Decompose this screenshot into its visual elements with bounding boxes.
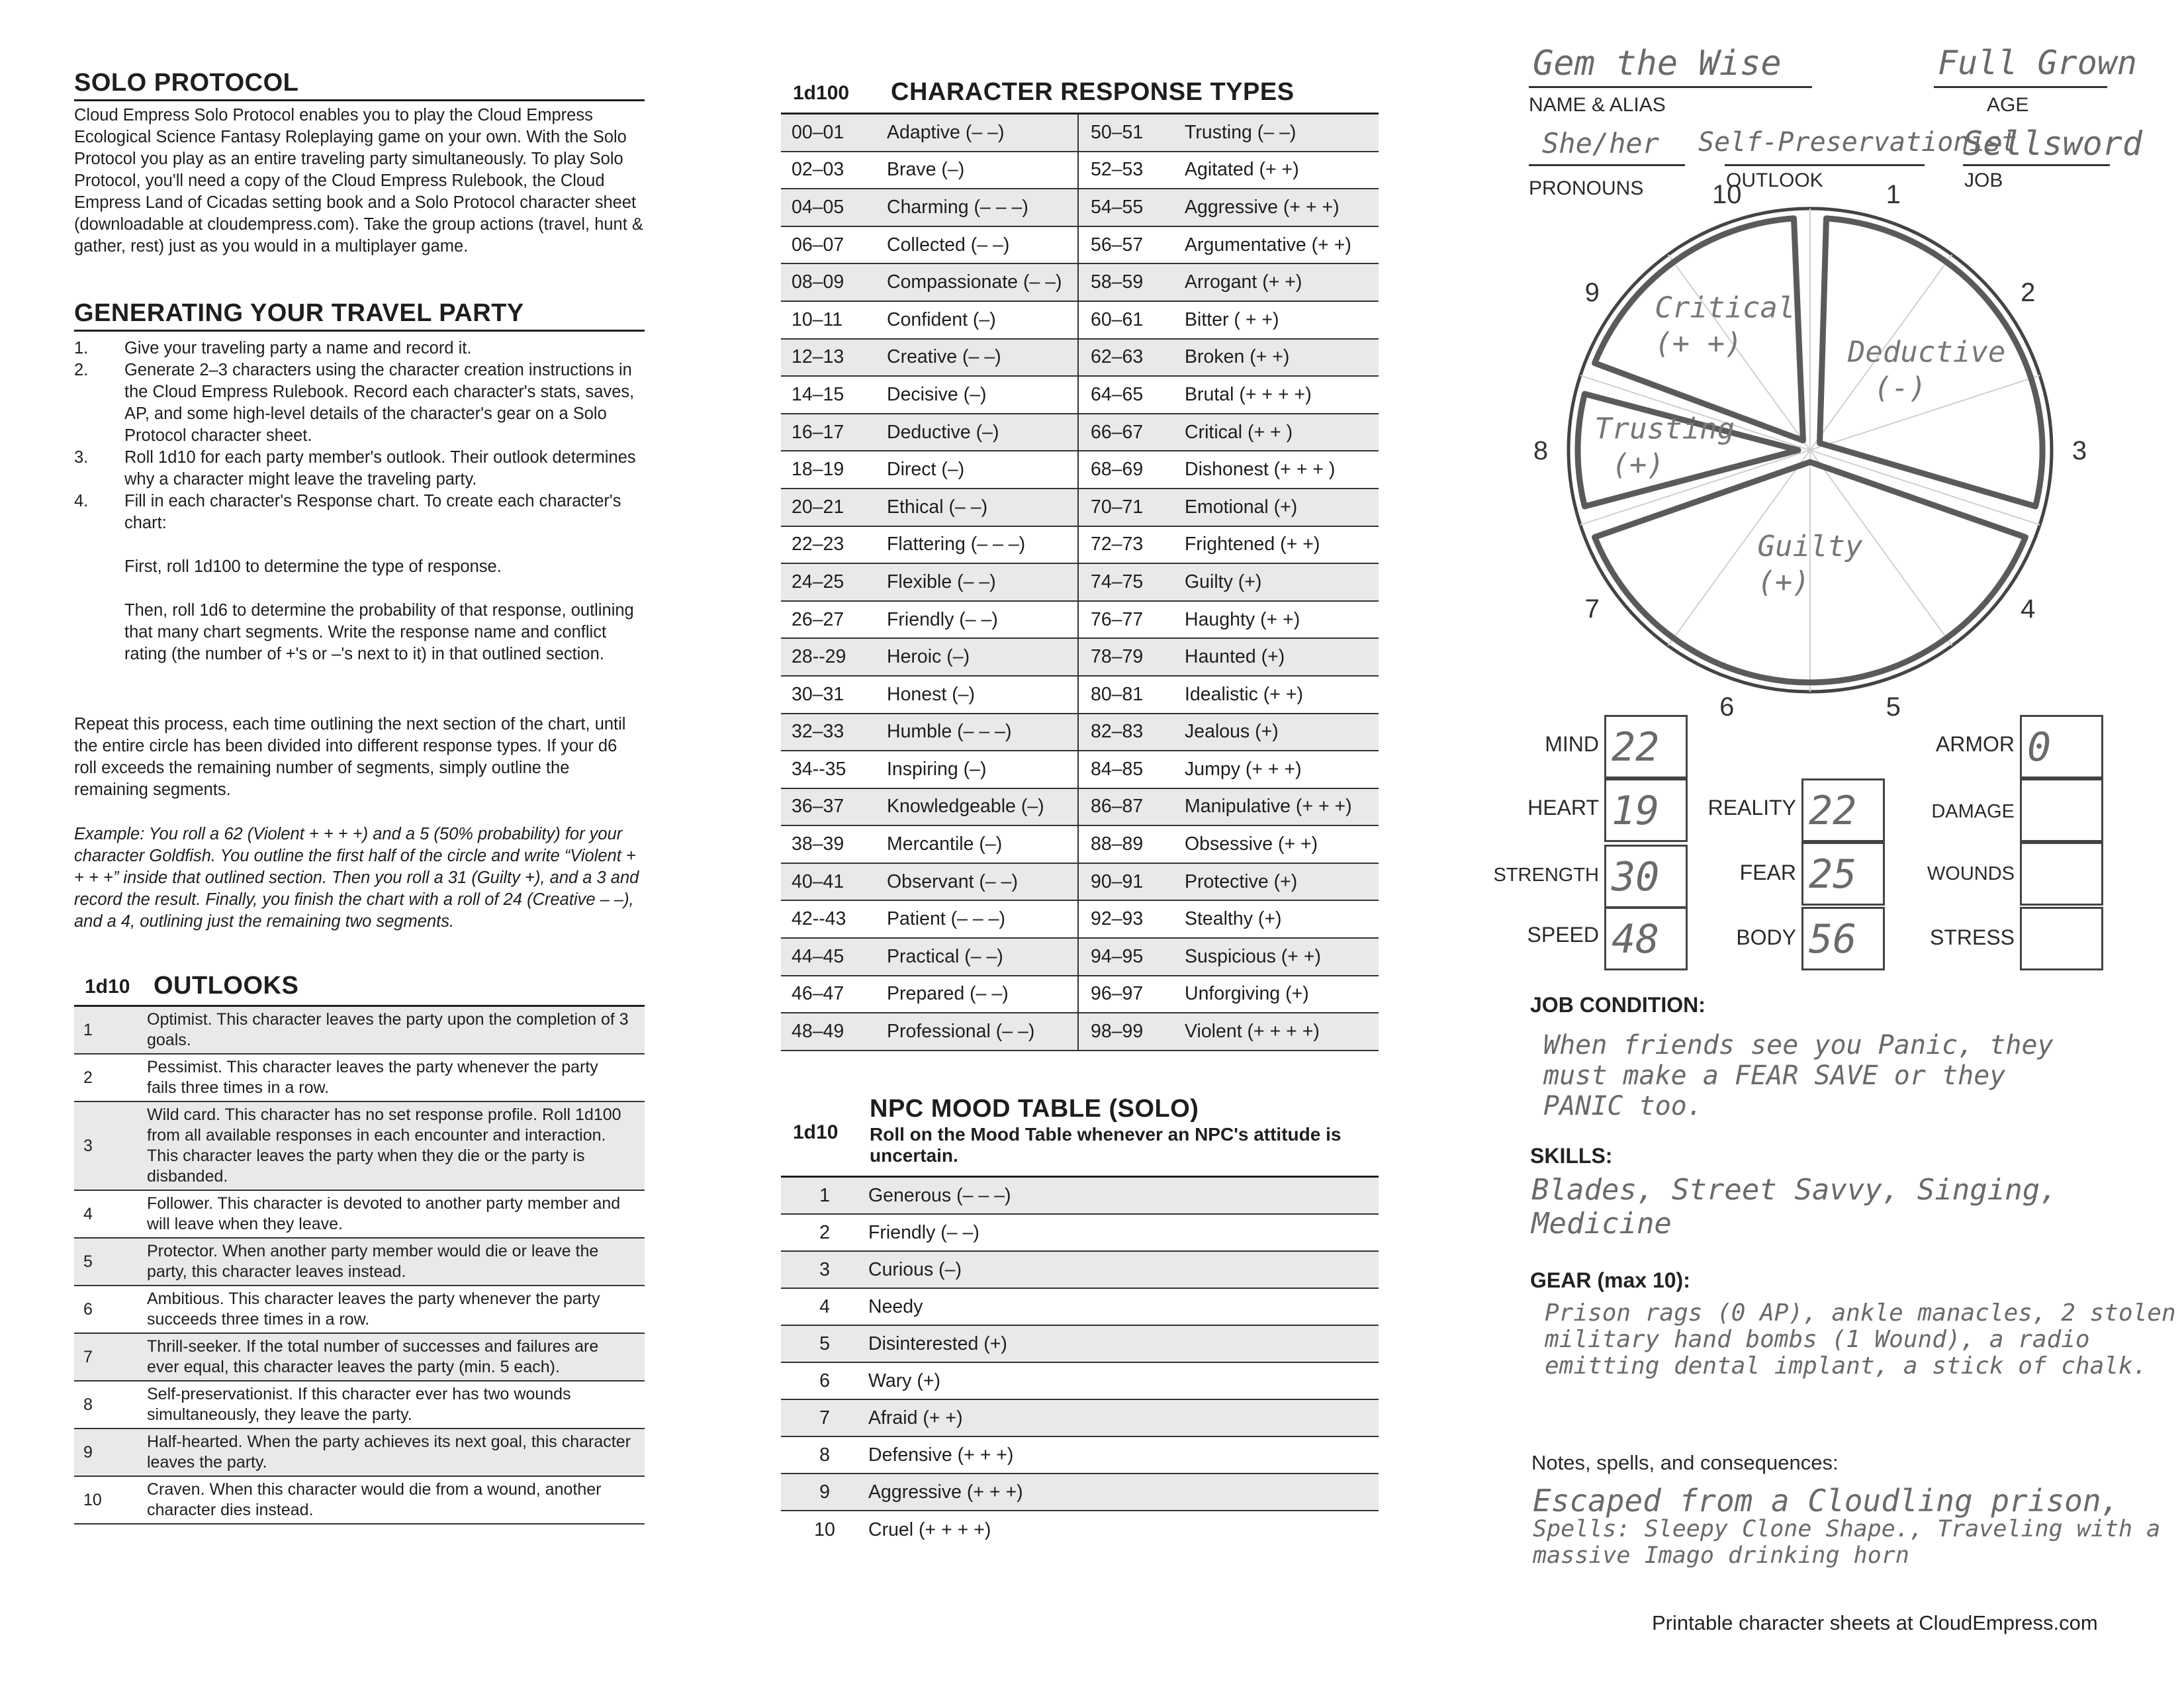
outlook-number: 5: [83, 1252, 93, 1271]
speed-label: SPEED: [1527, 923, 1599, 947]
outlooks-title: OUTLOOKS: [154, 972, 299, 1000]
skills-label: SKILLS:: [1530, 1144, 1613, 1168]
character-name: Gem the Wise: [1533, 44, 1782, 83]
gear-line: military hand bombs (1 Wound), a radio: [1545, 1326, 2090, 1353]
speed-value: 48: [1604, 907, 1688, 970]
age-label: AGE: [1987, 94, 2029, 116]
response-type: Haunted (+): [1185, 646, 1285, 668]
mood-row: [781, 1289, 1379, 1326]
response-roll: 02–03: [792, 159, 844, 181]
response-type: Unforgiving (+): [1185, 983, 1309, 1005]
response-roll: 28--29: [792, 646, 846, 668]
response-row: [781, 639, 1379, 677]
response-roll: 84–85: [1091, 758, 1144, 780]
step-sub: [74, 556, 637, 578]
response-roll: 04–05: [792, 196, 844, 218]
segment-number: 2: [2021, 277, 2036, 307]
footer-link-text: Printable character sheets at CloudEmpress.com: [1652, 1611, 2098, 1634]
response-roll: 74–75: [1091, 571, 1144, 592]
response-row: [781, 602, 1379, 639]
outlook-number: 1: [83, 1020, 93, 1039]
stress-label: STRESS: [1929, 925, 2015, 949]
segment-number: 7: [1584, 594, 1600, 624]
job-condition-line: must make a FEAR SAVE or they: [1543, 1060, 2006, 1091]
response-type: Brave (–): [887, 152, 1079, 189]
mood-text: Afraid (+ +): [868, 1407, 963, 1429]
notes-line: massive Imago drinking horn: [1533, 1542, 1909, 1569]
response-roll: 94–95: [1091, 945, 1144, 967]
response-type: Friendly (– –): [887, 602, 1079, 638]
mind-value: 22: [1604, 715, 1688, 778]
fear-label: FEAR: [1739, 861, 1796, 884]
step-number: 4.: [74, 492, 89, 510]
character-age: Full Grown: [1938, 44, 2138, 82]
gear-line: Prison rags (0 AP), ankle manacles, 2 stolen: [1545, 1299, 2176, 1327]
mood-row: [781, 1252, 1379, 1289]
response-type: Practical (– –): [887, 939, 1079, 975]
pronouns-label: PRONOUNS: [1529, 177, 1644, 199]
outlooks-die: 1d10: [85, 976, 130, 998]
response-roll: 88–89: [1091, 833, 1144, 855]
response-type: Aggressive (+ + +): [1185, 196, 1340, 218]
mood-number: 4: [819, 1295, 830, 1317]
response-roll: 06–07: [792, 234, 844, 256]
response-row: [781, 751, 1379, 789]
response-row: [781, 976, 1379, 1014]
notes-label: Notes, spells, and consequences:: [1531, 1451, 1839, 1474]
outlook-number: 4: [83, 1204, 93, 1223]
response-row: [781, 864, 1379, 902]
mood-number: 5: [819, 1333, 830, 1354]
response-row: [781, 302, 1379, 340]
mood-number: 1: [819, 1184, 830, 1206]
response-roll: 20–21: [792, 496, 844, 518]
response-row: [781, 414, 1379, 452]
response-row: [781, 901, 1379, 939]
mood-title: NPC MOOD TABLE (SOLO): [870, 1095, 1199, 1123]
mood-row: [781, 1326, 1379, 1363]
section-rating: (+): [1612, 447, 1664, 482]
outlook-label: OUTLOOK: [1726, 169, 1823, 191]
response-type: Creative (– –): [887, 340, 1079, 376]
armor-value: 0: [2020, 715, 2103, 778]
response-roll: 40–41: [792, 870, 844, 892]
response-roll: 98–99: [1091, 1021, 1144, 1043]
outlook-row: [74, 1382, 645, 1429]
response-type: Jumpy (+ + +): [1185, 758, 1302, 780]
outlook-text: Half-hearted. When the party achieves its next goal, this character leaves the party.: [147, 1432, 631, 1472]
response-row: [781, 789, 1379, 827]
response-type: Dishonest (+ + + ): [1185, 459, 1336, 481]
outlook-number: 6: [83, 1299, 93, 1319]
step-text: Generate 2–3 characters using the character creation instructions in the Cloud Empress Rulebook. Record each character's stats, saves, AP, and some high-level details of the character's gear on a Solo Protocol character sheet.: [124, 361, 635, 445]
response-roll: 80–81: [1091, 683, 1144, 705]
response-roll: 34--35: [792, 758, 846, 780]
response-row: [781, 1013, 1379, 1051]
mood-row: [781, 1363, 1379, 1400]
mood-number: 8: [819, 1444, 830, 1466]
response-roll: 58–59: [1091, 271, 1144, 293]
outlook-text: Protector. When another party member would die or leave the party, this character leaves instead.: [147, 1242, 599, 1281]
segment-number: 1: [1886, 179, 1901, 209]
response-type: Professional (– –): [887, 1013, 1079, 1050]
stress-box[interactable]: [2020, 907, 2103, 970]
response-roll: 68–69: [1091, 459, 1144, 481]
job-line: [1963, 164, 2110, 166]
step-item: [74, 338, 637, 359]
response-type: Flattering (– – –): [887, 527, 1079, 563]
segment-number: 9: [1584, 277, 1600, 307]
response-type: Suspicious (+ +): [1185, 945, 1321, 967]
response-roll: 48–49: [792, 1021, 844, 1043]
outlook-number: 10: [83, 1490, 102, 1509]
response-roll: 78–79: [1091, 646, 1144, 668]
response-row: [781, 152, 1379, 190]
response-roll: 76–77: [1091, 608, 1144, 630]
repeat-paragraph: Repeat this process, each time outlining the next section of the chart, until the entire circle has been divided into different response types. If your d6 roll exceeds the remaining number of segments, simply outline the remaining segments.: [74, 715, 626, 799]
mood-number: 7: [819, 1407, 830, 1429]
name-label: NAME & ALIAS: [1529, 94, 1666, 116]
section-rating: (+ +): [1655, 326, 1743, 361]
response-type: Critical (+ + ): [1185, 421, 1293, 443]
response-roll: 92–93: [1091, 908, 1144, 930]
response-type: Idealistic (+ +): [1185, 683, 1303, 705]
mood-number: 9: [819, 1481, 830, 1503]
response-type: Haughty (+ +): [1185, 608, 1300, 630]
response-type: Agitated (+ +): [1185, 159, 1299, 181]
response-row: [781, 939, 1379, 976]
outlook-row: [74, 1429, 645, 1477]
mood-row: [781, 1215, 1379, 1252]
response-row: [781, 527, 1379, 565]
response-row: [781, 340, 1379, 377]
response-type: Humble (– – –): [887, 714, 1079, 751]
segment-number: 5: [1886, 692, 1901, 722]
reality-value: 22: [1801, 778, 1885, 842]
response-type: Honest (–): [887, 677, 1079, 713]
response-roll: 90–91: [1091, 870, 1144, 892]
outlook-text: Self-preservationist. If this character ever has two wounds simultaneously, they leave the party.: [147, 1385, 571, 1424]
outlook-row: [74, 1102, 645, 1191]
response-type: Protective (+): [1185, 870, 1298, 892]
mood-subtitle: Roll on the Mood Table whenever an NPC's attitude is uncertain.: [870, 1124, 1342, 1166]
section-rating: (-): [1874, 371, 1927, 405]
outlook-number: 3: [83, 1136, 93, 1155]
response-row: [781, 189, 1379, 227]
armor-label: ARMOR: [1935, 732, 2015, 756]
character-job: Sellsword: [1963, 124, 2142, 163]
response-row: [781, 227, 1379, 265]
title-rule: [74, 99, 645, 101]
solo-protocol-title: SOLO PROTOCOL: [74, 69, 299, 97]
segment-number: 10: [1711, 179, 1742, 209]
outlook-line: [1725, 164, 1925, 166]
response-row: [781, 264, 1379, 302]
outlook-number: 2: [83, 1068, 93, 1087]
mood-row: [781, 1400, 1379, 1437]
mood-row: [781, 1178, 1379, 1215]
mood-number: 6: [819, 1370, 830, 1391]
pronouns-line: [1529, 164, 1685, 166]
response-type: Guilty (+): [1185, 571, 1262, 592]
response-type: Jealous (+): [1185, 721, 1279, 743]
response-row: [781, 564, 1379, 602]
mood-text: Defensive (+ + +): [868, 1444, 1014, 1466]
response-roll: 54–55: [1091, 196, 1144, 218]
reality-label: REALITY: [1707, 796, 1796, 820]
step-text: Roll 1d10 for each party member's outlook. Their outlook determines why a character might leave the traveling party.: [124, 448, 636, 489]
step-item: [74, 359, 637, 447]
party-steps: [74, 338, 637, 665]
outlook-text: Thrill-seeker. If the total number of successes and failures are ever equal, this character leaves the party (min. 5 each).: [147, 1337, 599, 1376]
response-type: Heroic (–): [887, 639, 1079, 675]
segment-divider: [1810, 450, 2040, 525]
response-roll: 60–61: [1091, 308, 1144, 330]
response-type: Confident (–): [887, 302, 1079, 338]
mood-text: Aggressive (+ + +): [868, 1481, 1023, 1503]
response-roll: 38–39: [792, 833, 844, 855]
response-roll: 64–65: [1091, 383, 1144, 405]
character-pronouns: She/her: [1542, 127, 1660, 160]
segment-number: 6: [1719, 692, 1735, 722]
outlook-text: Wild card. This character has no set response profile. Roll 1d100 from all available responses in each encounter and interaction. This character leaves the party when they die or the party is disbanded.: [147, 1105, 621, 1186]
response-roll: 72–73: [1091, 534, 1144, 555]
mood-row: [781, 1437, 1379, 1474]
response-roll: 00–01: [792, 121, 844, 143]
response-row: [781, 377, 1379, 414]
mood-table: [781, 1176, 1379, 1548]
response-type: Bitter ( + +): [1185, 308, 1279, 330]
body-value: 56: [1801, 907, 1885, 970]
step-item: [74, 491, 637, 534]
response-type: Knowledgeable (–): [887, 789, 1079, 825]
response-type: Broken (+ +): [1185, 346, 1290, 368]
title-rule: [74, 330, 645, 332]
outlook-text: Follower. This character is devoted to another party member and will leave when they leave.: [147, 1194, 621, 1233]
segment-number: 4: [2021, 594, 2036, 624]
damage-box[interactable]: [2020, 778, 2103, 842]
outlook-number: 9: [83, 1442, 93, 1462]
outlook-text: Pessimist. This character leaves the party whenever the party fails three times in a row.: [147, 1058, 598, 1097]
response-roll: 70–71: [1091, 496, 1144, 518]
response-roll: 10–11: [792, 308, 843, 330]
response-row: [781, 489, 1379, 527]
response-type: Ethical (– –): [887, 489, 1079, 526]
response-roll: 46–47: [792, 983, 844, 1005]
step-text: Give your traveling party a name and record it.: [124, 339, 472, 357]
responses-title: CHARACTER RESPONSE TYPES: [891, 78, 1295, 106]
mood-die: 1d10: [793, 1121, 839, 1143]
mind-label: MIND: [1545, 732, 1599, 756]
response-roll: 42--43: [792, 908, 846, 930]
response-chart: [1533, 179, 2105, 728]
mood-text: Cruel (+ + + +): [868, 1519, 991, 1540]
step-text: Fill in each character's Response chart. To create each character's chart:: [124, 492, 621, 532]
outlook-row: [74, 1191, 645, 1239]
response-type: Mercantile (–): [887, 826, 1079, 863]
response-roll: 66–67: [1091, 421, 1144, 443]
outlooks-table: [74, 1005, 645, 1524]
response-roll: 52–53: [1091, 159, 1144, 181]
step-number: 3.: [74, 448, 89, 467]
responses-die: 1d100: [793, 82, 850, 104]
response-type: Decisive (–): [887, 377, 1079, 413]
response-type: Patient (– – –): [887, 901, 1079, 937]
response-roll: 16–17: [792, 421, 844, 443]
step-number: 1.: [74, 339, 89, 357]
step-item: [74, 447, 637, 491]
response-type: Emotional (+): [1185, 496, 1298, 518]
gear-line: emitting dental implant, a stick of chalk.: [1545, 1352, 2148, 1380]
response-type: Prepared (– –): [887, 976, 1079, 1013]
mood-text: Disinterested (+): [868, 1333, 1007, 1354]
example-paragraph: Example: You roll a 62 (Violent + + + +) and a 5 (50% probability) for your character Goldfish. You outline the first half of the circle and write “Violent + + + +” inside that outlined section. Then you roll a 31 (Guilty +), and a 3 and record the result. Finally, you finish the chart with a roll of 24 (Creative – –), and a 4, outlining just the remaining two segments.: [74, 825, 639, 931]
response-roll: 36–37: [792, 796, 844, 818]
response-roll: 14–15: [792, 383, 844, 405]
name-line: [1529, 86, 1812, 88]
strength-value: 30: [1604, 845, 1688, 908]
mood-number: 3: [819, 1258, 830, 1280]
job-condition-line: When friends see you Panic, they: [1543, 1030, 2054, 1060]
segment-number: 3: [2071, 436, 2087, 465]
mood-row: [781, 1474, 1379, 1511]
response-type: Observant (– –): [887, 864, 1079, 900]
response-roll: 62–63: [1091, 346, 1144, 368]
response-type: Compassionate (– –): [887, 264, 1079, 301]
mood-number: 10: [814, 1519, 835, 1540]
notes-line: Spells: Sleepy Clone Shape., Traveling with a: [1533, 1516, 2161, 1542]
outlook-text: Ambitious. This character leaves the party whenever the party succeeds three times in a row.: [147, 1289, 600, 1329]
mood-text: Curious (–): [868, 1258, 962, 1280]
section-name: Critical: [1655, 291, 1796, 325]
response-roll: 24–25: [792, 571, 844, 592]
skills-value: Blades, Street Savvy, Singing, Medicine: [1531, 1173, 2058, 1241]
heart-label: HEART: [1527, 796, 1599, 820]
outlook-row: [74, 1239, 645, 1286]
section-name: Deductive: [1847, 335, 2006, 369]
response-roll: 26–27: [792, 608, 844, 630]
response-row: [781, 826, 1379, 864]
section-rating: (+): [1757, 565, 1810, 599]
outlook-row: [74, 1055, 645, 1102]
outlook-row: [74, 1477, 645, 1524]
heart-value: 19: [1604, 778, 1688, 842]
mood-row: [781, 1511, 1379, 1548]
response-roll: 08–09: [792, 271, 844, 293]
step-sub-text: First, roll 1d100 to determine the type of response.: [124, 557, 502, 576]
outlook-row: [74, 1334, 645, 1382]
mood-text: Friendly (– –): [868, 1221, 979, 1243]
response-type: Argumentative (+ +): [1185, 234, 1351, 256]
gear-label: GEAR (max 10):: [1530, 1268, 1690, 1292]
response-row: [781, 677, 1379, 714]
section-name: Guilty: [1757, 530, 1863, 563]
response-type: Stealthy (+): [1185, 908, 1282, 930]
response-roll: 22–23: [792, 534, 844, 555]
section-name: Trusting: [1594, 412, 1735, 446]
response-type: Violent (+ + + +): [1185, 1021, 1320, 1043]
job-condition-line: PANIC too.: [1543, 1091, 1703, 1121]
segment-number: 8: [1533, 436, 1549, 465]
outlook-row: [74, 1286, 645, 1334]
response-roll: 96–97: [1091, 983, 1144, 1005]
outlook-text: Craven. When this character would die from a wound, another character dies instead.: [147, 1480, 602, 1519]
response-type: Flexible (– –): [887, 564, 1079, 600]
job-label: JOB: [1964, 169, 2003, 191]
outlook-number: 7: [83, 1347, 93, 1366]
response-roll: 86–87: [1091, 796, 1144, 818]
responses-table: [781, 113, 1379, 1051]
response-roll: 56–57: [1091, 234, 1144, 256]
step-sub-text: Then, roll 1d6 to determine the probability of that response, outlining that many chart segments. Write the response name and conflict rating (the number of +'s or –'s next to it) in that outlined section.: [124, 601, 634, 663]
response-type: Brutal (+ + + +): [1185, 383, 1312, 405]
response-type: Direct (–): [887, 451, 1079, 488]
solo-intro: Cloud Empress Solo Protocol enables you to play the Cloud Empress Ecological Science Fantasy Roleplaying game on your own. With the Solo Protocol you play as an entire traveling party simultaneously. To play Solo Protocol, you'll need a copy of the Cloud Empress Rulebook, the Cloud Empress Land of Cicadas setting book and a Solo Protocol character sheet (downloadable at cloudempress.com). Take the group actions (travel, hunt & gather, rest) just as you would in a multiplayer game.: [74, 106, 643, 256]
response-roll: 44–45: [792, 945, 844, 967]
mood-text: Wary (+): [868, 1370, 940, 1391]
mood-number: 2: [819, 1221, 830, 1243]
response-roll: 32–33: [792, 721, 844, 743]
response-roll: 12–13: [792, 346, 844, 368]
wounds-label: WOUNDS: [1927, 863, 2015, 884]
response-type: Charming (– – –): [887, 189, 1079, 226]
response-row: [781, 115, 1379, 152]
response-type: Deductive (–): [887, 414, 1079, 451]
job-condition-label: JOB CONDITION:: [1530, 993, 1706, 1017]
age-line: [1934, 86, 2107, 88]
strength-label: STRENGTH: [1493, 865, 1599, 886]
response-type: Manipulative (+ + +): [1185, 796, 1352, 818]
outlook-number: 8: [83, 1395, 93, 1414]
response-roll: 82–83: [1091, 721, 1144, 743]
damage-label: DAMAGE: [1931, 801, 2015, 822]
body-label: BODY: [1736, 925, 1796, 949]
step-number: 2.: [74, 361, 89, 379]
response-roll: 30–31: [792, 683, 844, 705]
response-type: Frightened (+ +): [1185, 534, 1320, 555]
response-roll: 50–51: [1091, 121, 1144, 143]
response-row: [781, 714, 1379, 752]
party-title: GENERATING YOUR TRAVEL PARTY: [74, 299, 524, 327]
response-type: Inspiring (–): [887, 751, 1079, 788]
response-type: Arrogant (+ +): [1185, 271, 1302, 293]
character-outlook: Self-Preservationist: [1698, 127, 2017, 158]
response-type: Trusting (– –): [1185, 121, 1297, 143]
wounds-box[interactable]: [2020, 842, 2103, 906]
notes-title: Escaped from a Cloudling prison,: [1533, 1483, 2120, 1519]
mood-text: Needy: [868, 1295, 923, 1317]
step-sub: [74, 600, 637, 665]
outlook-text: Optimist. This character leaves the party upon the completion of 3 goals.: [147, 1010, 629, 1049]
response-type: Obsessive (+ +): [1185, 833, 1318, 855]
response-type: Adaptive (– –): [887, 115, 1079, 151]
response-row: [781, 451, 1379, 489]
response-roll: 18–19: [792, 459, 844, 481]
mood-text: Generous (– – –): [868, 1184, 1011, 1206]
response-type: Collected (– –): [887, 227, 1079, 263]
fear-value: 25: [1801, 842, 1885, 906]
outlook-row: [74, 1007, 645, 1055]
